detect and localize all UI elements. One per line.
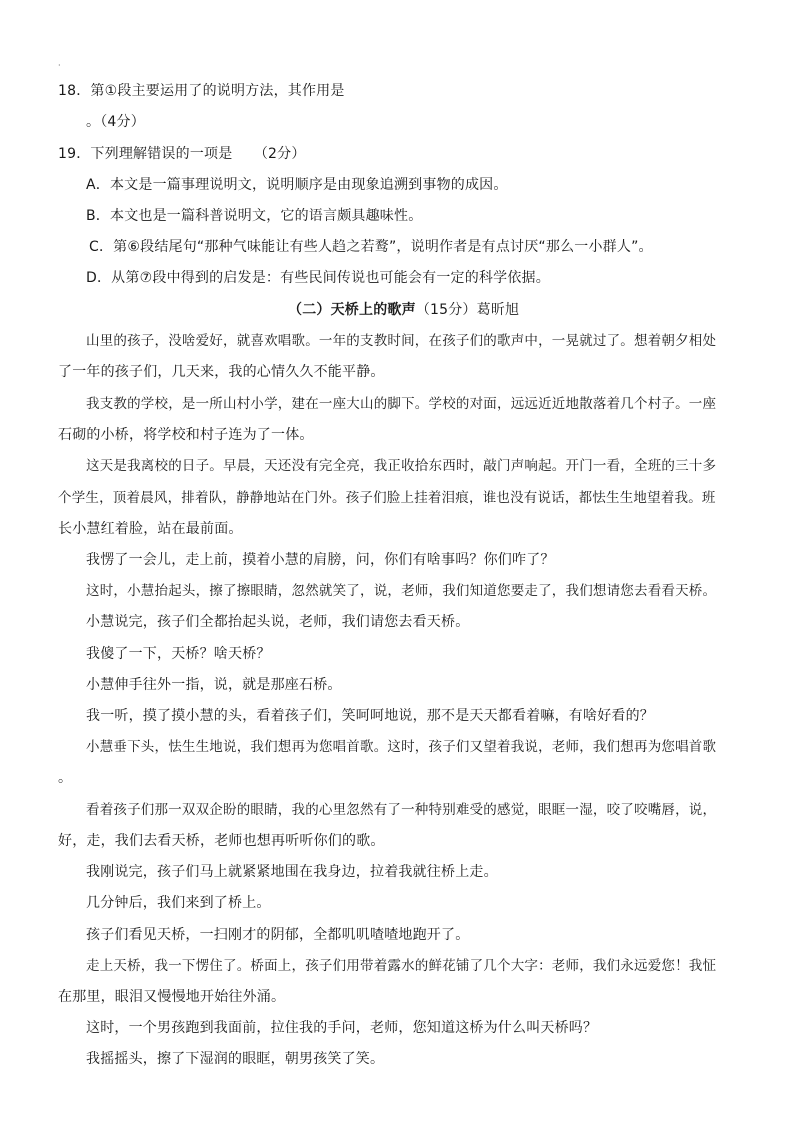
article-line: 这时，一个男孩跑到我面前，拉住我的手问，老师，您知道这桥为什么叫天桥吗？ <box>86 1020 598 1036</box>
q19-option-c: C．第⑥段结尾句“那种气味能让有些人趋之若鹜”，说明作者是有点讨厌“那么一小群人”。 <box>89 239 653 255</box>
article-line: 我支教的学校，是一所山村小学，建在一座大山的脚下。学校的对面，远远近近地散落着几个村子。一座 <box>86 396 717 412</box>
q19-stem: 19．下列理解错误的一项是 （2分） <box>58 146 306 162</box>
article-line: 在那里，眼泪又慢慢地开始往外涌。 <box>58 989 286 1005</box>
article-line: 好，走，我们去看天桥，老师也想再听听你们的歌。 <box>58 833 385 849</box>
article-line: 我愣了一会儿，走上前，摸着小慧的肩膀，问，你们有啥事吗？你们咋了？ <box>86 552 555 568</box>
article-line: 小慧垂下头，怯生生地说，我们想再为您唱首歌。这时，孩子们又望着我说，老师，我们想再为您唱首歌 <box>86 739 717 755</box>
article-line: 我摇摇头，擦了下湿润的眼眶，朝男孩笑了笑。 <box>86 1051 385 1067</box>
article-line: 我傻了一下，天桥？啥天桥？ <box>86 646 271 662</box>
article-line: 走上天桥，我一下愣住了。桥面上，孩子们用带着露水的鲜花铺了几个大字：老师，我们永远爱您！我怔 <box>86 958 717 974</box>
article-line: 小慧伸手往外一指，说，就是那座石桥。 <box>86 677 342 693</box>
article-title-line <box>288 300 519 320</box>
article-line: 个学生，顶着晨风，排着队，静静地站在门外。孩子们脸上挂着泪痕，谁也没有说话，都怯生生地望着我。班 <box>58 490 716 506</box>
article-line: 石砌的小桥，将学校和村子连为了一体。 <box>58 427 314 443</box>
header-mark: · <box>58 61 61 70</box>
q19-option-a: A．本文是一篇事理说明文，说明顺序是由现象追溯到事物的成因。 <box>86 177 508 193</box>
article-line: 长小慧红着脸，站在最前面。 <box>58 521 243 537</box>
article-line: 山里的孩子，没啥爱好，就喜欢唱歌。一年的支教时间，在孩子们的歌声中，一晃就过了。想着朝夕相处 <box>86 333 717 349</box>
article-line: 这时，小慧抬起头，擦了擦眼睛，忽然就笑了，说，老师，我们知道您要走了，我们想请您去看看天桥。 <box>86 583 717 599</box>
article-line: 看着孩子们那一双双企盼的眼睛，我的心里忽然有了一种特别难受的感觉，眼眶一湿，咬了咬嘴唇，说， <box>86 802 717 818</box>
q18-line1: 18．第①段主要运用了的说明方法，其作用是 <box>58 83 345 99</box>
q19-option-d: D．从第⑦段中得到的启发是：有些民间传说也可能会有一定的科学依据。 <box>86 270 550 286</box>
article-line: 我刚说完，孩子们马上就紧紧地围在我身边，拉着我就往桥上走。 <box>86 864 498 880</box>
q19-option-b: B．本文也是一篇科普说明文，它的语言颇具趣味性。 <box>86 208 423 224</box>
article-title: （二）天桥上的歌声 <box>288 302 416 318</box>
article-line: 我一听，摸了摸小慧的头，看着孩子们，笑呵呵地说，那不是天天都看着嘛，有啥好看的？ <box>86 708 654 724</box>
article-line: 。 <box>58 770 73 786</box>
article-meta: （15分）葛昕旭 <box>415 302 520 318</box>
article-line: 几分钟后，我们来到了桥上。 <box>86 895 271 911</box>
article-line: 孩子们看见天桥，一扫刚才的阴郁，全都叽叽喳喳地跑开了。 <box>86 927 470 943</box>
article-line: 小慧说完，孩子们全都抬起头说，老师，我们请您去看天桥。 <box>86 614 470 630</box>
article-line: 了一年的孩子们，几天来，我的心情久久不能平静。 <box>58 364 385 380</box>
q18-line2: 。（4分） <box>86 114 145 130</box>
article-line: 这天是我离校的日子。早晨，天还没有完全亮，我正收拾东西时，敲门声响起。开门一看，全班的三十多 <box>86 458 717 474</box>
